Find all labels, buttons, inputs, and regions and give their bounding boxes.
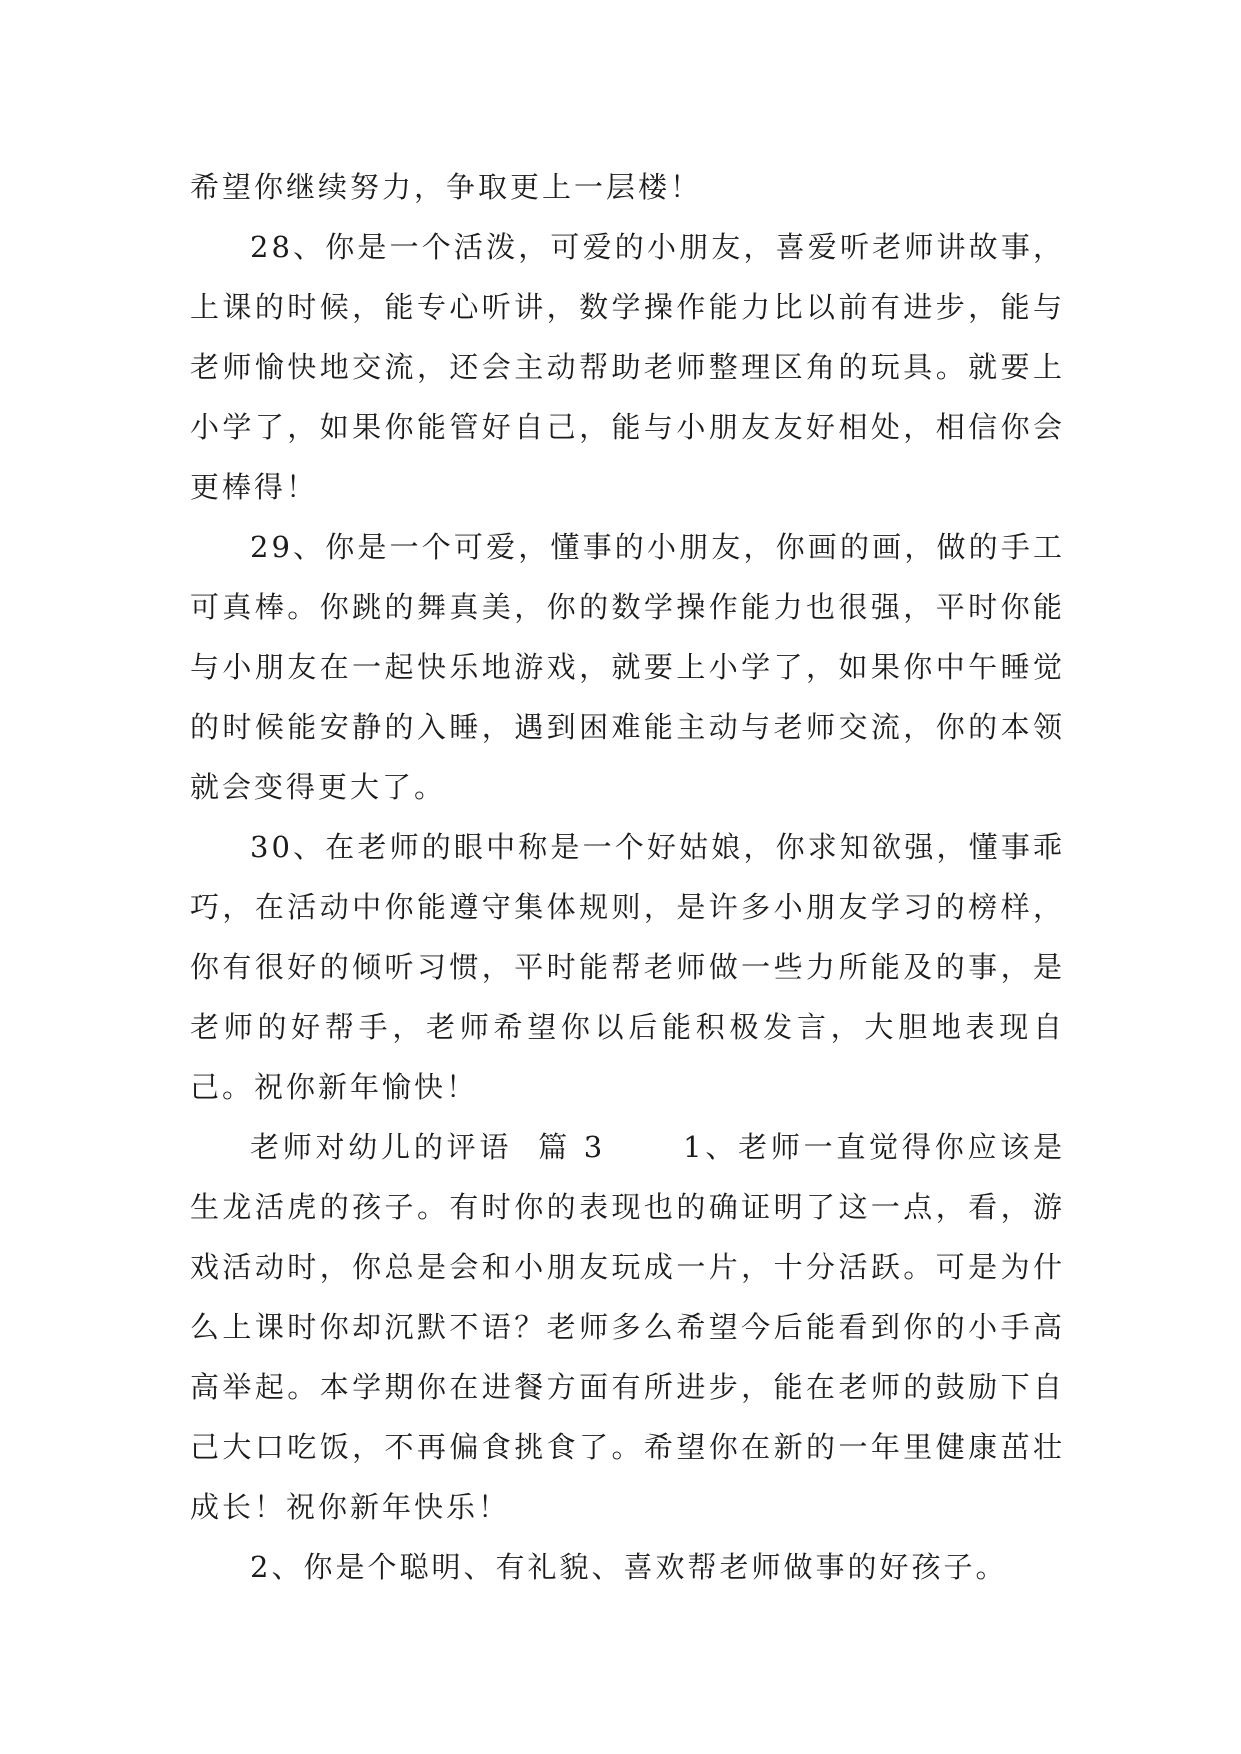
paragraph-comment-30: 30、在老师的眼中称是一个好姑娘，你求知欲强，懂事乖巧，在活动中你能遵守集体规则，是许多小朋友学习的榜样，你有很好的倾听习惯，平时能帮老师做一些力所能及的事，是老师的好帮手，老师希望你以后能积极发言，大胆地表现自己。祝你新年愉快！ (190, 830, 1065, 1104)
paragraph-section-3-comment-1: 老师对幼儿的评语 篇 3 1、老师一直觉得你应该是生龙活虎的孩子。有时你的表现也的确证明了这一点，看，游戏活动时，你总是会和小朋友玩成一片，十分活跃。可是为什么上课时你却沉默不语？老师多么希望今后能看到你的小手高高举起。本学期你在进餐方面有所进步，能在老师的鼓励下自己大口吃饭，不再偏食挑食了。希望你在新的一年里健康茁壮成长！祝你新年快乐！ (190, 1130, 1065, 1524)
paragraph-continuation: 希望你继续努力，争取更上一层楼！ (190, 170, 703, 204)
paragraph-comment-29: 29、你是一个可爱，懂事的小朋友，你画的画，做的手工可真棒。你跳的舞真美，你的数学操作能力也很强，平时你能与小朋友在一起快乐地游戏，就要上小学了，如果你中午睡觉的时候能安静的入睡，遇到困难能主动与老师交流，你的本领就会变得更大了。 (190, 530, 1065, 804)
paragraph-comment-2: 2、你是个聪明、有礼貌、喜欢帮老师做事的好孩子。 (250, 1550, 1008, 1584)
paragraph-comment-28: 28、你是一个活泼，可爱的小朋友，喜爱听老师讲故事，上课的时候，能专心听讲，数学操作能力比以前有进步，能与老师愉快地交流，还会主动帮助老师整理区角的玩具。就要上小学了，如果你能管好自己，能与小朋友友好相处，相信你会更棒得！ (190, 230, 1065, 504)
document-body (190, 157, 1065, 1597)
